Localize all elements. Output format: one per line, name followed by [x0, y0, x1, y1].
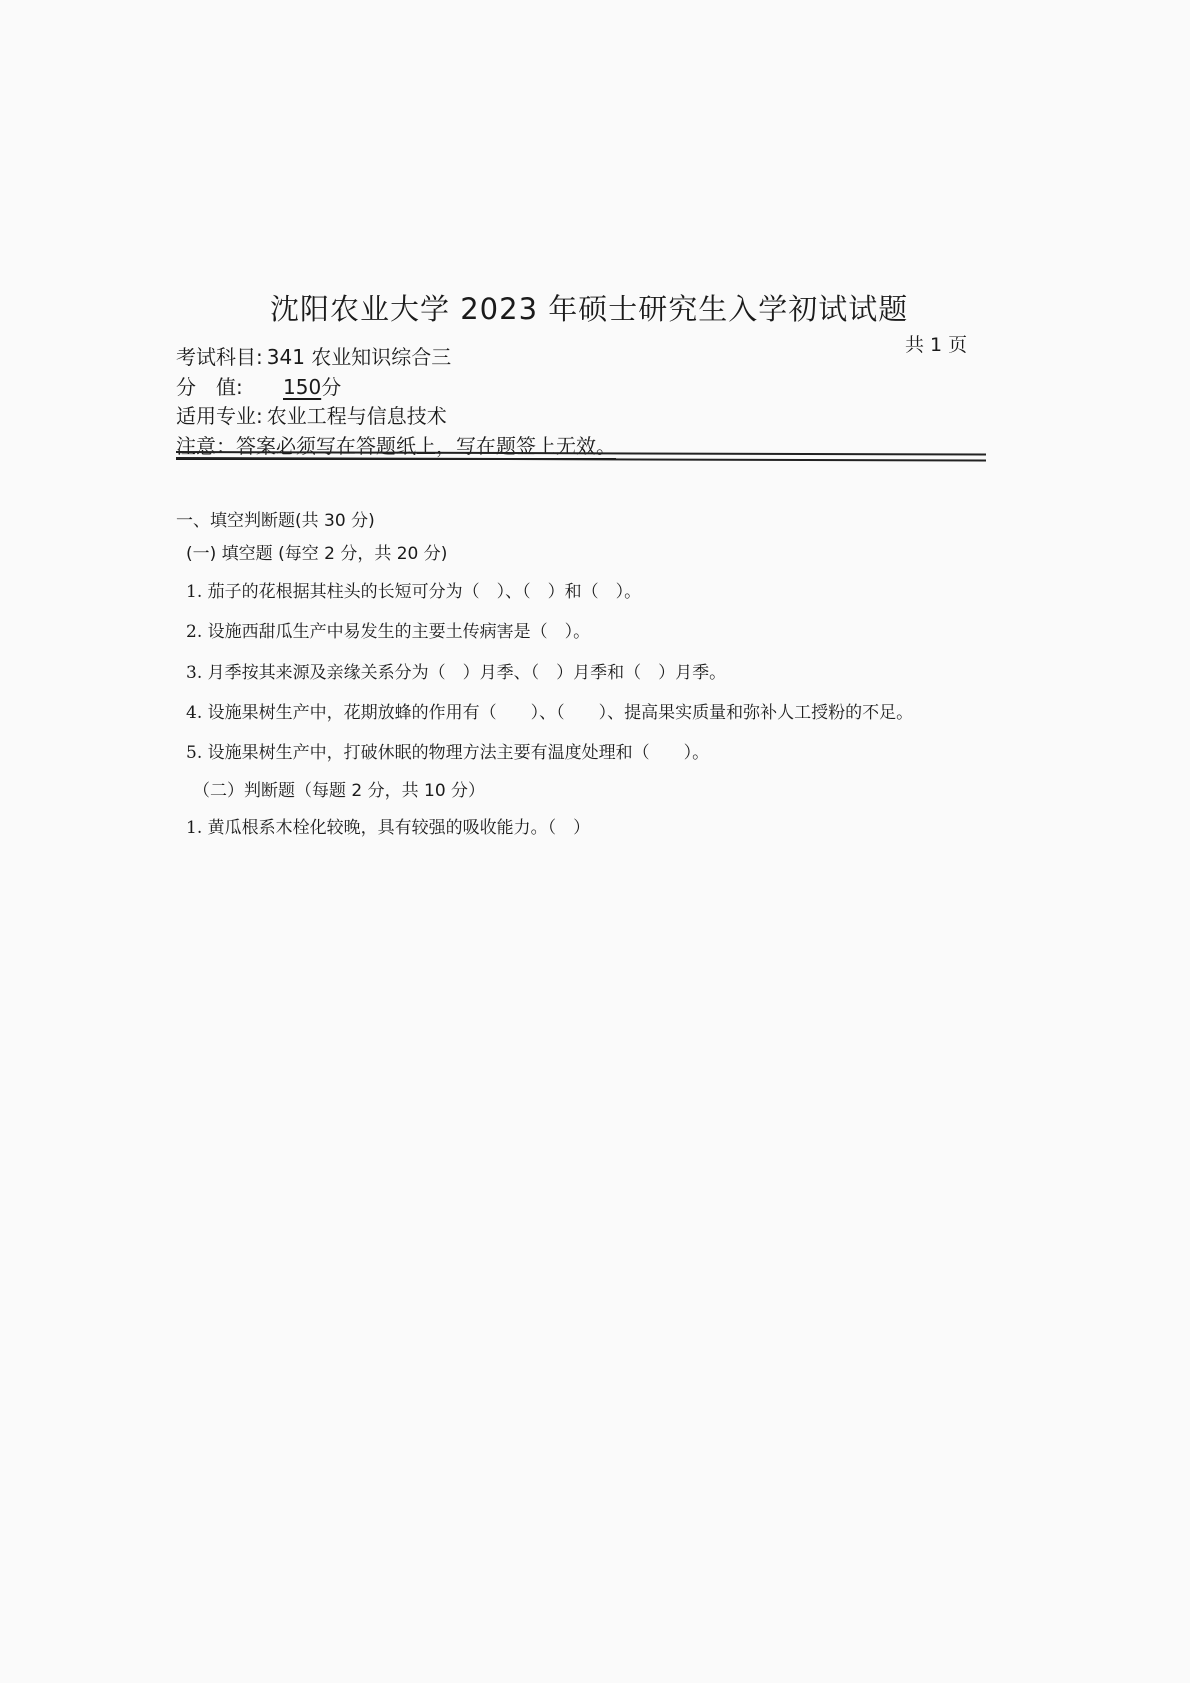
section-title: 一、填空判断题(共 30 分) [176, 511, 375, 531]
subject-line [176, 341, 451, 370]
total-pages: 共 1 页 [905, 334, 968, 356]
score-line [176, 371, 341, 400]
score-unit: 分 [321, 375, 342, 399]
notice-text: 注意：答案必须写在答题纸上，写在题签上无效。 [176, 434, 616, 458]
major-line [176, 400, 447, 429]
question-1: 1. 茄子的花根据其柱头的长短可分为（ ）、（ ）和（ ）。 [186, 582, 642, 602]
exam-title: 沈阳农业大学 2023 年硕士研究生入学初试试题 [270, 292, 909, 326]
header-divider-bottom [176, 457, 986, 462]
question-5: 5. 设施果树生产中，打破休眠的物理方法主要有温度处理和（ ）。 [186, 743, 710, 763]
major-value: 农业工程与信息技术 [266, 404, 447, 428]
subject-value: 341 农业知识综合三 [266, 345, 452, 369]
part2-title: （二）判断题（每题 2 分，共 10 分） [193, 781, 486, 801]
part1-title: (一) 填空题 (每空 2 分，共 20 分) [186, 544, 448, 564]
question-4: 4. 设施果树生产中，花期放蜂的作用有（ ）、（ ）、提高果实质量和弥补人工授粉的不足。 [186, 703, 914, 723]
score-value: 150 [283, 375, 322, 399]
score-label: 分 值: [176, 375, 243, 399]
question-2: 2. 设施西甜瓜生产中易发生的主要土传病害是（ ）。 [186, 622, 591, 642]
judge-question-1: 1. 黄瓜根系木栓化较晚，具有较强的吸收能力。（ ） [186, 818, 591, 838]
question-3: 3. 月季按其来源及亲缘关系分为（ ）月季、（ ）月季和（ ）月季。 [186, 663, 727, 683]
subject-label: 考试科目: [176, 345, 263, 369]
notice-line [176, 430, 616, 459]
major-label: 适用专业: [176, 404, 263, 428]
